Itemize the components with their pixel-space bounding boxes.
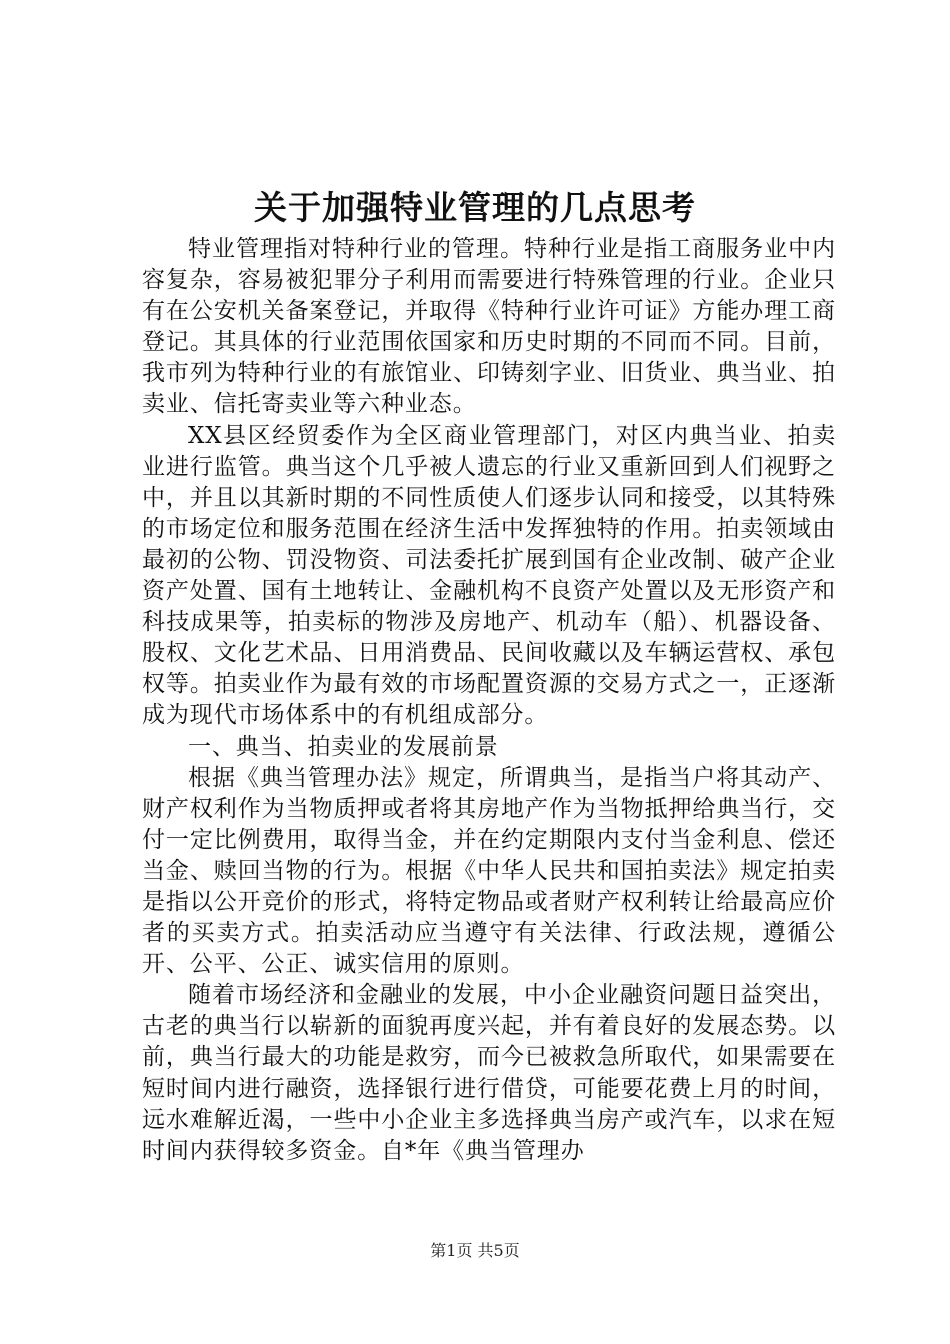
paragraph-development: 随着市场经济和金融业的发展，中小企业融资问题日益突出，古老的典当行以崭新的面貌再度兴起，并有着良好的发展态势。以前，典当行最大的功能是救穷，而今已被救急所取代，如果需要在短时间内进行融资，选择银行进行借贷，可能要花费上月的时间，远水难解近渴，一些中小企业主多选择典当房产或汽车，以求在短时间内获得较多资金。自*年《典当管理办: [142, 982, 836, 1164]
document-title: 关于加强特业管理的几点思考: [254, 188, 696, 227]
paragraph-intro: 特业管理指对特种行业的管理。特种行业是指工商服务业中内容复杂，容易被犯罪分子利用而需要进行特殊管理的行业。企业只有在公安机关备案登记，并取得《特种行业许可证》方能办理工商登记。其具体的行业范围依国家和历史时期的不同而不同。目前，我市列为特种行业的有旅馆业、印铸刻字业、旧货业、典当业、拍卖业、信托寄卖业等六种业态。: [142, 236, 836, 418]
page-footer: 第1页 共5页: [430, 1241, 520, 1260]
section-heading: 一、典当、拍卖业的发展前景: [188, 733, 499, 760]
paragraph-definitions: 根据《典当管理办法》规定，所谓典当，是指当户将其动产、财产权利作为当物质押或者将其房地产作为当物抵押给典当行，交付一定比例费用，取得当金，并在约定期限内支付当金利息、偿还当金、赎回当物的行为。根据《中华人民共和国拍卖法》规定拍卖是指以公开竞价的形式，将特定物品或者财产权利转让给最高应价者的买卖方式。拍卖活动应当遵守有关法律、行政法规，遵循公开、公平、公正、诚实信用的原则。: [142, 764, 836, 978]
paragraph-supervision: XX县区经贸委作为全区商业管理部门，对区内典当业、拍卖业进行监管。典当这个几乎被人遗忘的行业又重新回到人们视野之中，并且以其新时期的不同性质使人们逐步认同和接受，以其特殊的市场定位和服务范围在经济生活中发挥独特的作用。拍卖领域由最初的公物、罚没物资、司法委托扩展到国有企业改制、破产企业资产处置、国有土地转让、金融机构不良资产处置以及无形资产和科技成果等，拍卖标的物涉及房地产、机动车（船）、机器设备、股权、文化艺术品、日用消费品、民间收藏以及车辆运营权、承包权等。拍卖业作为最有效的市场配置资源的交易方式之一，正逐渐成为现代市场体系中的有机组成部分。: [142, 422, 836, 729]
document-body: [142, 234, 836, 1167]
